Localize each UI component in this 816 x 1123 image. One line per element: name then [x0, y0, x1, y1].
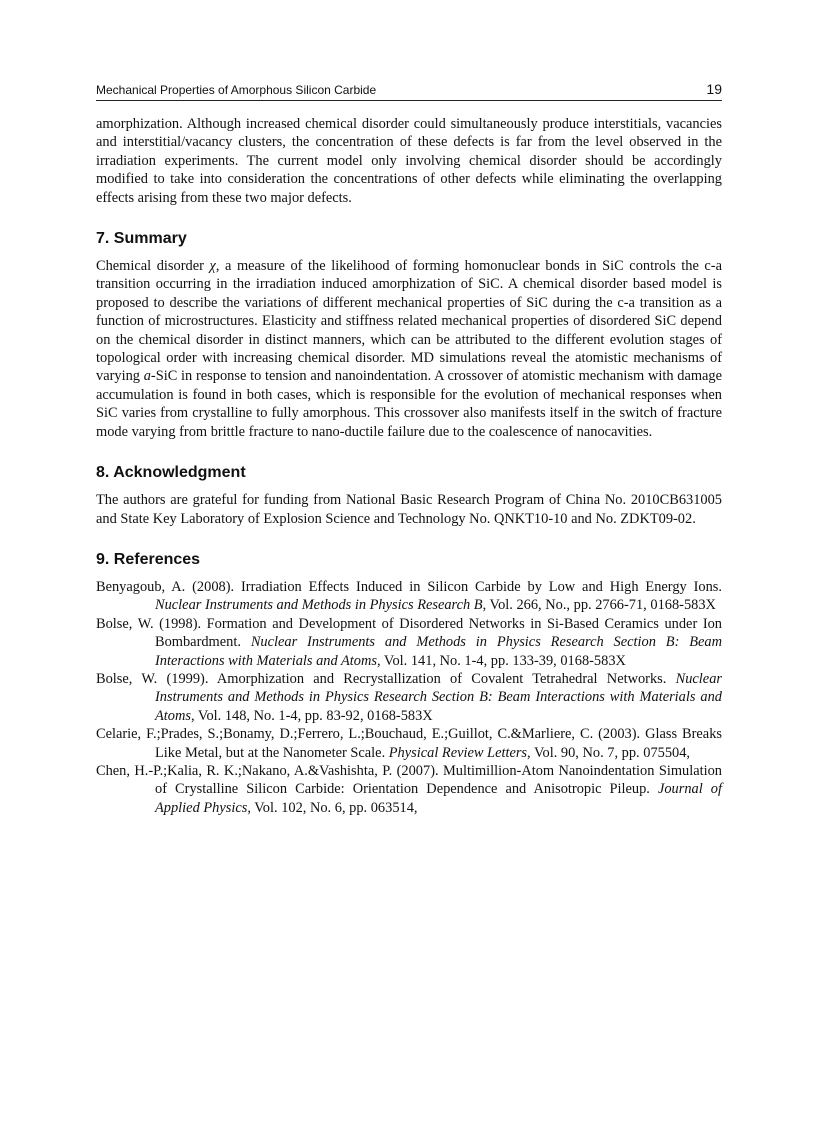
reference-list — [96, 578, 722, 817]
intro-paragraph: amorphization. Although increased chemical disorder could simultaneously produce interstitials, vacancies and interstitial/vacancy clusters, the concentration of these defects is far from the level observed in the irradiation experiments. The current model only involving chemical disorder should be accordingly modified to take into consideration the concentrations of other defects while eliminating the overlapping effects arising from these two major defects. — [96, 116, 722, 206]
reference-details: , Vol. 90, No. 7, pp. 075504, — [527, 744, 691, 761]
acknowledgment-heading: 8. Acknowledgment — [96, 464, 246, 482]
page-number: 19 — [706, 81, 722, 97]
a-italic: a — [143, 368, 151, 385]
summary-heading: 7. Summary — [96, 230, 187, 248]
reference-text: Celarie, F.;Prades, S.;Bonamy, D.;Ferrero, L.;Bouchaud, E.;Guillot, C.&Marliere, C. (2003). Glass Breaks Like Metal, but at the Nanometer Scale. — [96, 726, 722, 761]
reference-text: Bolse, W. (1998). Formation and Development of Disordered Networks in Si-Based Ceramics under Ion Bombardment. — [96, 615, 722, 651]
reference-details: , Vol. 266, No., pp. 2766-71, 0168-583X — [482, 597, 716, 614]
reference-item — [96, 762, 722, 817]
chi-symbol: χ — [209, 258, 216, 275]
reference-journal: Journal of Applied Physics — [155, 781, 722, 816]
reference-journal: Nuclear Instruments and Methods in Physics Research Section B: Beam Interactions with Materials and Atoms — [155, 670, 722, 724]
reference-journal: Nuclear Instruments and Methods in Physics Research B — [155, 597, 483, 614]
reference-text: Bolse, W. (1999). Amorphization and Recrystallization of Covalent Tetrahedral Networks. — [96, 670, 676, 687]
summary-text-1: Chemical disorder — [96, 258, 210, 275]
reference-journal: Nuclear Instruments and Methods in Physics Research Section B: Beam Interactions with Materials and Atoms — [155, 634, 722, 669]
reference-details: , Vol. 141, No. 1-4, pp. 133-39, 0168-583X — [377, 652, 626, 669]
reference-item — [96, 578, 722, 615]
reference-item — [96, 670, 722, 725]
page-content — [96, 115, 722, 817]
summary-text-3: -SiC in response to tension and nanoindentation. A crossover of atomistic mechanism with damage accumulation is found in both cases, which is responsible for the evolution of mechanical responses when SiC varies from crystalline to fully amorphous. This crossover also manifests itself in the switch of fracture mode varying from brittle fracture to nano-ductile failure due to the coalescence of nanocavities. — [96, 368, 723, 440]
summary-text-2: , a measure of the likelihood of forming homonuclear bonds in SiC controls the c-a transition occurring in the irradiation induced amorphization of SiC. A chemical disorder based model is proposed to describe the variations of different mechanical properties of SiC during the c-a transition as a function of microstructures. Elasticity and stiffness related mechanical properties of disordered SiC depend on the chemical disorder in distinct manners, which can be attributed to the different evolution stages of topological order with increasing chemical disorder. MD simulations reveal the atomistic mechanisms of varying — [96, 258, 722, 385]
summary-paragraph — [96, 257, 722, 441]
acknowledgment-paragraph: The authors are grateful for funding from National Basic Research Program of China No. 2010CB631005 and State Key Laboratory of Explosion Science and Technology No. QNKT10-10 and No. ZDKT09-02. — [96, 492, 722, 527]
reference-text: Benyagoub, A. (2008). Irradiation Effects Induced in Silicon Carbide by Low and High Energy Ions. — [96, 578, 722, 595]
reference-item — [96, 615, 722, 670]
reference-item — [96, 725, 722, 762]
reference-text: Chen, H.-P.;Kalia, R. K.;Nakano, A.&Vashishta, P. (2007). Multimillion-Atom Nanoindentation Simulation of Crystalline Silicon Carbide: Orientation Dependence and Anisotropic Pileup. — [96, 762, 722, 798]
reference-details: , Vol. 148, No. 1-4, pp. 83-92, 0168-583X — [190, 707, 433, 724]
references-heading: 9. References — [96, 550, 201, 568]
running-title: Mechanical Properties of Amorphous Silicon Carbide — [96, 83, 377, 97]
running-header — [96, 78, 722, 101]
reference-details: , Vol. 102, No. 6, pp. 063514, — [247, 799, 418, 816]
reference-journal: Physical Review Letters — [388, 744, 528, 761]
